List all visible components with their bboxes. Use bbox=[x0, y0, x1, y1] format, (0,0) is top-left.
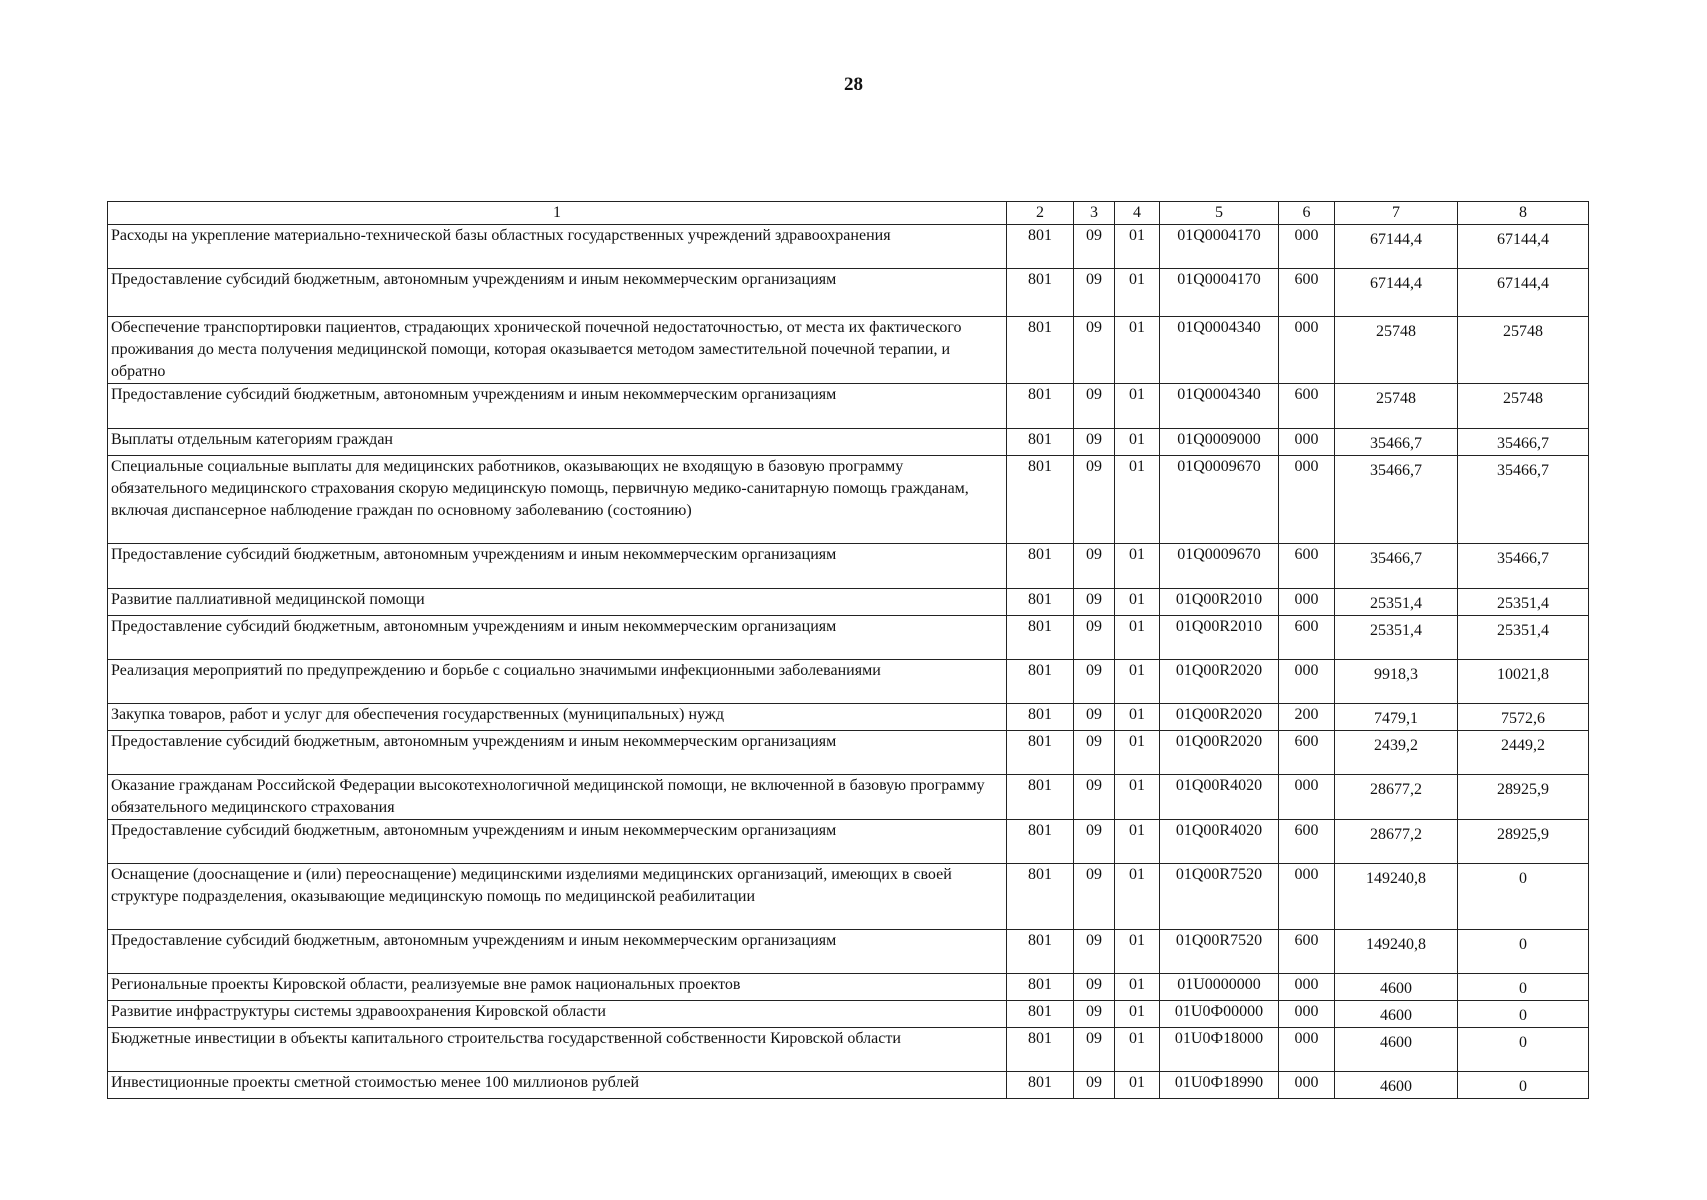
section-cell: 09 bbox=[1074, 930, 1115, 974]
row-name-cell: Оказание гражданам Российской Федерации высокотехнологичной медицинской помощи, не включенной в базовую программу обязательного медицинского страхования bbox=[108, 775, 1007, 820]
subsection-cell: 01 bbox=[1115, 820, 1160, 864]
amount-cell: 4600 bbox=[1335, 1028, 1458, 1072]
gov-code-cell: 801 bbox=[1007, 616, 1074, 660]
subsection-cell: 01 bbox=[1115, 864, 1160, 930]
table-row bbox=[108, 317, 1589, 384]
section-cell: 09 bbox=[1074, 775, 1115, 820]
column-header: 1 bbox=[108, 202, 1007, 225]
target-article-cell: 01Q0009670 bbox=[1160, 456, 1279, 544]
table-header-row bbox=[108, 202, 1589, 225]
amount-cell: 28677,2 bbox=[1335, 775, 1458, 820]
amount-cell: 35466,7 bbox=[1458, 429, 1589, 456]
target-article-cell: 01Q0009670 bbox=[1160, 544, 1279, 589]
gov-code-cell: 801 bbox=[1007, 1072, 1074, 1099]
subsection-cell: 01 bbox=[1115, 544, 1160, 589]
amount-cell: 0 bbox=[1458, 1028, 1589, 1072]
row-name-cell: Обеспечение транспортировки пациентов, страдающих хронической почечной недостаточностью, от места их фактического проживания до места получения медицинской помощи, которая оказывается методом заместительной почечной терапии, и обратно bbox=[108, 317, 1007, 384]
amount-cell: 25351,4 bbox=[1458, 589, 1589, 616]
section-cell: 09 bbox=[1074, 1001, 1115, 1028]
section-cell: 09 bbox=[1074, 456, 1115, 544]
table-row bbox=[108, 660, 1589, 704]
row-name-cell: Бюджетные инвестиции в объекты капитального строительства государственной собственности Кировской области bbox=[108, 1028, 1007, 1072]
section-cell: 09 bbox=[1074, 429, 1115, 456]
expense-type-cell: 000 bbox=[1279, 864, 1335, 930]
table-row bbox=[108, 704, 1589, 731]
section-cell: 09 bbox=[1074, 660, 1115, 704]
gov-code-cell: 801 bbox=[1007, 930, 1074, 974]
table-row bbox=[108, 974, 1589, 1001]
table-row bbox=[108, 616, 1589, 660]
column-header: 7 bbox=[1335, 202, 1458, 225]
subsection-cell: 01 bbox=[1115, 660, 1160, 704]
target-article-cell: 01Q0004170 bbox=[1160, 225, 1279, 269]
expense-type-cell: 000 bbox=[1279, 317, 1335, 384]
expense-type-cell: 000 bbox=[1279, 1028, 1335, 1072]
subsection-cell: 01 bbox=[1115, 930, 1160, 974]
row-name-cell: Предоставление субсидий бюджетным, автономным учреждениям и иным некоммерческим организациям bbox=[108, 384, 1007, 429]
gov-code-cell: 801 bbox=[1007, 704, 1074, 731]
row-name-cell: Развитие паллиативной медицинской помощи bbox=[108, 589, 1007, 616]
table-row bbox=[108, 1028, 1589, 1072]
section-cell: 09 bbox=[1074, 731, 1115, 775]
expense-type-cell: 600 bbox=[1279, 269, 1335, 317]
target-article-cell: 01Q00R7520 bbox=[1160, 864, 1279, 930]
row-name-cell: Инвестиционные проекты сметной стоимостью менее 100 миллионов рублей bbox=[108, 1072, 1007, 1099]
row-name-cell: Предоставление субсидий бюджетным, автономным учреждениям и иным некоммерческим организациям bbox=[108, 820, 1007, 864]
table-row bbox=[108, 269, 1589, 317]
subsection-cell: 01 bbox=[1115, 384, 1160, 429]
row-name-cell: Предоставление субсидий бюджетным, автономным учреждениям и иным некоммерческим организациям bbox=[108, 616, 1007, 660]
row-name-cell: Реализация мероприятий по предупреждению и борьбе с социально значимыми инфекционными заболеваниями bbox=[108, 660, 1007, 704]
amount-cell: 25748 bbox=[1335, 384, 1458, 429]
amount-cell: 28925,9 bbox=[1458, 820, 1589, 864]
amount-cell: 25748 bbox=[1458, 384, 1589, 429]
row-name-cell: Специальные социальные выплаты для медицинских работников, оказывающих не входящую в базовую программу обязательного медицинского страхования скорую медицинскую помощь, первичную медико-санитарную помощь гражданам, включая диспансерное наблюдение граждан по основному заболеванию (состоянию) bbox=[108, 456, 1007, 544]
subsection-cell: 01 bbox=[1115, 269, 1160, 317]
amount-cell: 10021,8 bbox=[1458, 660, 1589, 704]
gov-code-cell: 801 bbox=[1007, 775, 1074, 820]
amount-cell: 67144,4 bbox=[1458, 225, 1589, 269]
gov-code-cell: 801 bbox=[1007, 1001, 1074, 1028]
target-article-cell: 01Q00R2020 bbox=[1160, 731, 1279, 775]
amount-cell: 4600 bbox=[1335, 974, 1458, 1001]
expense-type-cell: 000 bbox=[1279, 1001, 1335, 1028]
subsection-cell: 01 bbox=[1115, 1028, 1160, 1072]
amount-cell: 25748 bbox=[1458, 317, 1589, 384]
section-cell: 09 bbox=[1074, 1028, 1115, 1072]
row-name-cell: Предоставление субсидий бюджетным, автономным учреждениям и иным некоммерческим организациям bbox=[108, 930, 1007, 974]
amount-cell: 0 bbox=[1458, 930, 1589, 974]
amount-cell: 25351,4 bbox=[1335, 589, 1458, 616]
section-cell: 09 bbox=[1074, 864, 1115, 930]
expense-type-cell: 000 bbox=[1279, 974, 1335, 1001]
amount-cell: 7572,6 bbox=[1458, 704, 1589, 731]
amount-cell: 25351,4 bbox=[1458, 616, 1589, 660]
subsection-cell: 01 bbox=[1115, 1001, 1160, 1028]
section-cell: 09 bbox=[1074, 544, 1115, 589]
gov-code-cell: 801 bbox=[1007, 429, 1074, 456]
gov-code-cell: 801 bbox=[1007, 544, 1074, 589]
table-row bbox=[108, 731, 1589, 775]
table-row bbox=[108, 820, 1589, 864]
target-article-cell: 01Q00R7520 bbox=[1160, 930, 1279, 974]
target-article-cell: 01U0000000 bbox=[1160, 974, 1279, 1001]
section-cell: 09 bbox=[1074, 317, 1115, 384]
amount-cell: 2439,2 bbox=[1335, 731, 1458, 775]
target-article-cell: 01Q00R4020 bbox=[1160, 820, 1279, 864]
table-row bbox=[108, 1001, 1589, 1028]
table-row bbox=[108, 456, 1589, 544]
subsection-cell: 01 bbox=[1115, 317, 1160, 384]
table-row bbox=[108, 1072, 1589, 1099]
column-header: 3 bbox=[1074, 202, 1115, 225]
target-article-cell: 01Q00R2010 bbox=[1160, 589, 1279, 616]
table-row bbox=[108, 544, 1589, 589]
amount-cell: 2449,2 bbox=[1458, 731, 1589, 775]
budget-table bbox=[107, 201, 1589, 1099]
expense-type-cell: 600 bbox=[1279, 384, 1335, 429]
column-header: 5 bbox=[1160, 202, 1279, 225]
column-header: 8 bbox=[1458, 202, 1589, 225]
subsection-cell: 01 bbox=[1115, 589, 1160, 616]
row-name-cell: Региональные проекты Кировской области, реализуемые вне рамок национальных проектов bbox=[108, 974, 1007, 1001]
amount-cell: 0 bbox=[1458, 1072, 1589, 1099]
section-cell: 09 bbox=[1074, 820, 1115, 864]
expense-type-cell: 000 bbox=[1279, 429, 1335, 456]
amount-cell: 28677,2 bbox=[1335, 820, 1458, 864]
column-header: 2 bbox=[1007, 202, 1074, 225]
target-article-cell: 01U0Ф18990 bbox=[1160, 1072, 1279, 1099]
expense-type-cell: 000 bbox=[1279, 660, 1335, 704]
target-article-cell: 01Q0004340 bbox=[1160, 317, 1279, 384]
amount-cell: 25351,4 bbox=[1335, 616, 1458, 660]
table-row bbox=[108, 589, 1589, 616]
amount-cell: 67144,4 bbox=[1335, 269, 1458, 317]
gov-code-cell: 801 bbox=[1007, 974, 1074, 1001]
row-name-cell: Развитие инфраструктуры системы здравоохранения Кировской области bbox=[108, 1001, 1007, 1028]
amount-cell: 28925,9 bbox=[1458, 775, 1589, 820]
subsection-cell: 01 bbox=[1115, 775, 1160, 820]
section-cell: 09 bbox=[1074, 589, 1115, 616]
subsection-cell: 01 bbox=[1115, 731, 1160, 775]
gov-code-cell: 801 bbox=[1007, 820, 1074, 864]
column-header: 6 bbox=[1279, 202, 1335, 225]
target-article-cell: 01Q00R2010 bbox=[1160, 616, 1279, 660]
gov-code-cell: 801 bbox=[1007, 731, 1074, 775]
section-cell: 09 bbox=[1074, 616, 1115, 660]
target-article-cell: 01Q00R2020 bbox=[1160, 660, 1279, 704]
subsection-cell: 01 bbox=[1115, 429, 1160, 456]
column-header: 4 bbox=[1115, 202, 1160, 225]
expense-type-cell: 000 bbox=[1279, 775, 1335, 820]
amount-cell: 35466,7 bbox=[1335, 544, 1458, 589]
target-article-cell: 01U0Ф00000 bbox=[1160, 1001, 1279, 1028]
gov-code-cell: 801 bbox=[1007, 660, 1074, 704]
subsection-cell: 01 bbox=[1115, 704, 1160, 731]
amount-cell: 35466,7 bbox=[1458, 456, 1589, 544]
table-row bbox=[108, 864, 1589, 930]
amount-cell: 35466,7 bbox=[1335, 429, 1458, 456]
amount-cell: 0 bbox=[1458, 974, 1589, 1001]
gov-code-cell: 801 bbox=[1007, 269, 1074, 317]
amount-cell: 0 bbox=[1458, 864, 1589, 930]
amount-cell: 7479,1 bbox=[1335, 704, 1458, 731]
target-article-cell: 01Q0009000 bbox=[1160, 429, 1279, 456]
amount-cell: 149240,8 bbox=[1335, 864, 1458, 930]
expense-type-cell: 600 bbox=[1279, 731, 1335, 775]
row-name-cell: Предоставление субсидий бюджетным, автономным учреждениям и иным некоммерческим организациям bbox=[108, 544, 1007, 589]
amount-cell: 67144,4 bbox=[1335, 225, 1458, 269]
table-row bbox=[108, 775, 1589, 820]
table-row bbox=[108, 429, 1589, 456]
gov-code-cell: 801 bbox=[1007, 589, 1074, 616]
table-body bbox=[108, 225, 1589, 1099]
target-article-cell: 01Q00R2020 bbox=[1160, 704, 1279, 731]
expense-type-cell: 200 bbox=[1279, 704, 1335, 731]
amount-cell: 35466,7 bbox=[1335, 456, 1458, 544]
gov-code-cell: 801 bbox=[1007, 225, 1074, 269]
subsection-cell: 01 bbox=[1115, 974, 1160, 1001]
row-name-cell: Выплаты отдельным категориям граждан bbox=[108, 429, 1007, 456]
gov-code-cell: 801 bbox=[1007, 384, 1074, 429]
target-article-cell: 01U0Ф18000 bbox=[1160, 1028, 1279, 1072]
expense-type-cell: 600 bbox=[1279, 930, 1335, 974]
amount-cell: 67144,4 bbox=[1458, 269, 1589, 317]
expense-type-cell: 000 bbox=[1279, 456, 1335, 544]
gov-code-cell: 801 bbox=[1007, 317, 1074, 384]
table-row bbox=[108, 225, 1589, 269]
target-article-cell: 01Q00R4020 bbox=[1160, 775, 1279, 820]
section-cell: 09 bbox=[1074, 1072, 1115, 1099]
row-name-cell: Закупка товаров, работ и услуг для обеспечения государственных (муниципальных) нужд bbox=[108, 704, 1007, 731]
target-article-cell: 01Q0004170 bbox=[1160, 269, 1279, 317]
amount-cell: 35466,7 bbox=[1458, 544, 1589, 589]
section-cell: 09 bbox=[1074, 704, 1115, 731]
row-name-cell: Расходы на укрепление материально-технической базы областных государственных учреждений здравоохранения bbox=[108, 225, 1007, 269]
gov-code-cell: 801 bbox=[1007, 1028, 1074, 1072]
expense-type-cell: 600 bbox=[1279, 616, 1335, 660]
gov-code-cell: 801 bbox=[1007, 456, 1074, 544]
subsection-cell: 01 bbox=[1115, 456, 1160, 544]
expense-type-cell: 000 bbox=[1279, 1072, 1335, 1099]
amount-cell: 0 bbox=[1458, 1001, 1589, 1028]
amount-cell: 25748 bbox=[1335, 317, 1458, 384]
gov-code-cell: 801 bbox=[1007, 864, 1074, 930]
target-article-cell: 01Q0004340 bbox=[1160, 384, 1279, 429]
section-cell: 09 bbox=[1074, 225, 1115, 269]
subsection-cell: 01 bbox=[1115, 1072, 1160, 1099]
row-name-cell: Предоставление субсидий бюджетным, автономным учреждениям и иным некоммерческим организациям bbox=[108, 731, 1007, 775]
table-row bbox=[108, 384, 1589, 429]
expense-type-cell: 600 bbox=[1279, 820, 1335, 864]
amount-cell: 4600 bbox=[1335, 1001, 1458, 1028]
amount-cell: 9918,3 bbox=[1335, 660, 1458, 704]
expense-type-cell: 600 bbox=[1279, 544, 1335, 589]
row-name-cell: Предоставление субсидий бюджетным, автономным учреждениям и иным некоммерческим организациям bbox=[108, 269, 1007, 317]
section-cell: 09 bbox=[1074, 384, 1115, 429]
expense-type-cell: 000 bbox=[1279, 589, 1335, 616]
section-cell: 09 bbox=[1074, 974, 1115, 1001]
table-row bbox=[108, 930, 1589, 974]
subsection-cell: 01 bbox=[1115, 225, 1160, 269]
amount-cell: 149240,8 bbox=[1335, 930, 1458, 974]
section-cell: 09 bbox=[1074, 269, 1115, 317]
expense-type-cell: 000 bbox=[1279, 225, 1335, 269]
row-name-cell: Оснащение (дооснащение и (или) переоснащение) медицинскими изделиями медицинских организаций, имеющих в своей структуре подразделения, оказывающие медицинскую помощь по медицинской реабилитации bbox=[108, 864, 1007, 930]
page-number: 28 bbox=[844, 74, 863, 95]
amount-cell: 4600 bbox=[1335, 1072, 1458, 1099]
subsection-cell: 01 bbox=[1115, 616, 1160, 660]
